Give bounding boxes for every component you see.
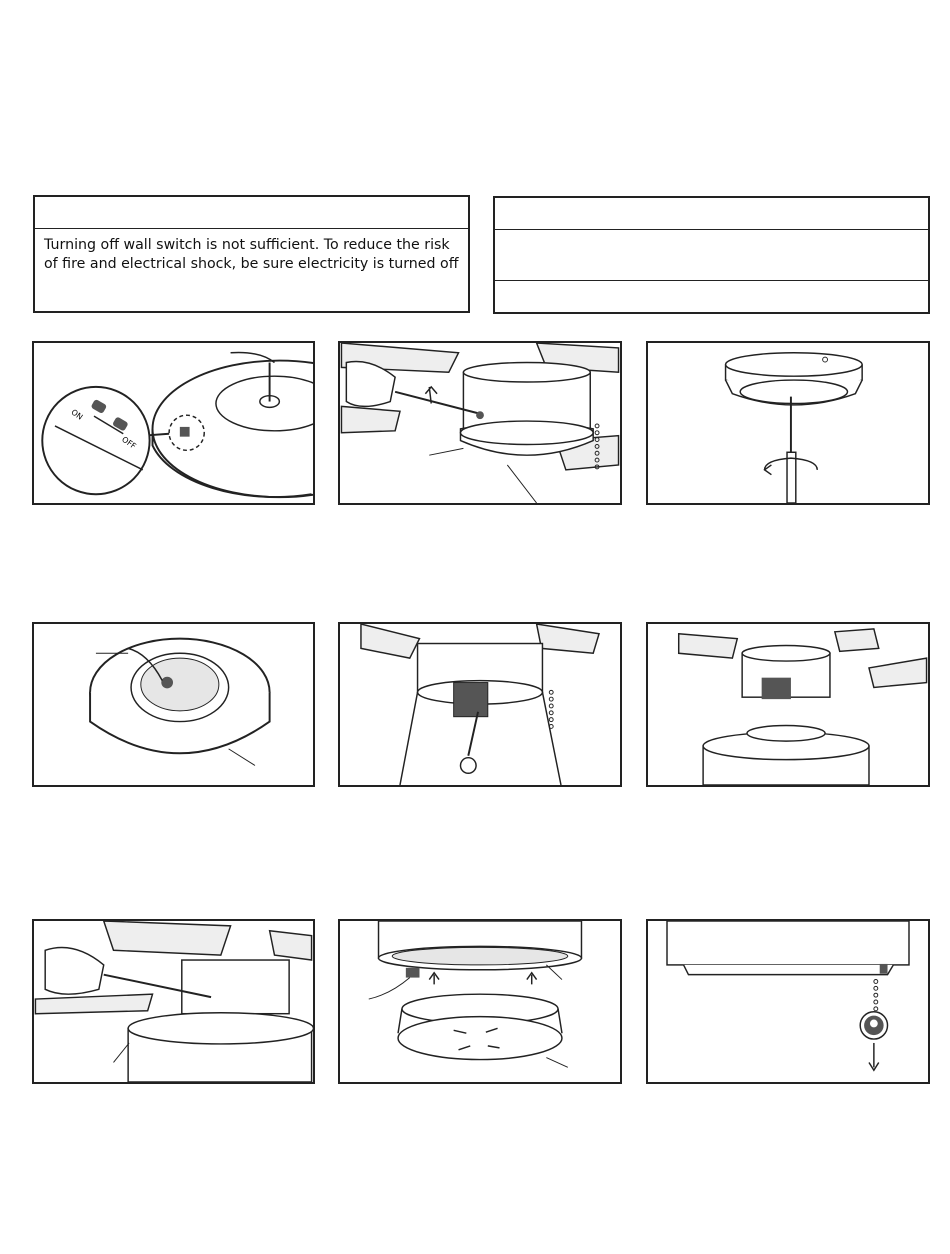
- fit-light-kit-illustration: [34, 921, 313, 1082]
- light-kit-attach-illustration: [648, 624, 928, 785]
- figure-fit-light-kit: [32, 919, 315, 1084]
- figure-switch-housing: [338, 622, 622, 787]
- warning-text-line2: of fire and electrical shock, be sure electricity is turned off: [44, 256, 459, 272]
- tools-header: [495, 198, 928, 230]
- canopy-wires-illustration: [34, 624, 313, 785]
- warning-header: [35, 197, 468, 229]
- switch-label-on: ON: [69, 407, 85, 422]
- switch-label-off: OFF: [120, 434, 138, 451]
- warning-text-line1: Turning off wall switch is not sufficient. To reduce the risk: [44, 237, 450, 253]
- figure-switch-canopy: [32, 341, 315, 505]
- figure-light-kit-attach: [646, 622, 930, 787]
- glass-bowl-illustration: [340, 921, 620, 1082]
- canopy-screw-illustration: [648, 343, 928, 503]
- figure-canopy-screw: [646, 341, 930, 505]
- figure-remove-screws: [338, 341, 622, 505]
- warning-box: [33, 195, 470, 313]
- tools-row: [495, 230, 928, 281]
- switch-canopy-illustration: [34, 343, 313, 503]
- tools-box: [493, 196, 930, 314]
- switch-housing-illustration: [340, 624, 620, 785]
- figure-pull-chain: [646, 919, 930, 1084]
- figure-glass-bowl: [338, 919, 622, 1084]
- figure-canopy-wires: [32, 622, 315, 787]
- remove-screws-illustration: [340, 343, 620, 503]
- warning-text: [35, 229, 468, 274]
- pull-chain-illustration: [648, 921, 928, 1082]
